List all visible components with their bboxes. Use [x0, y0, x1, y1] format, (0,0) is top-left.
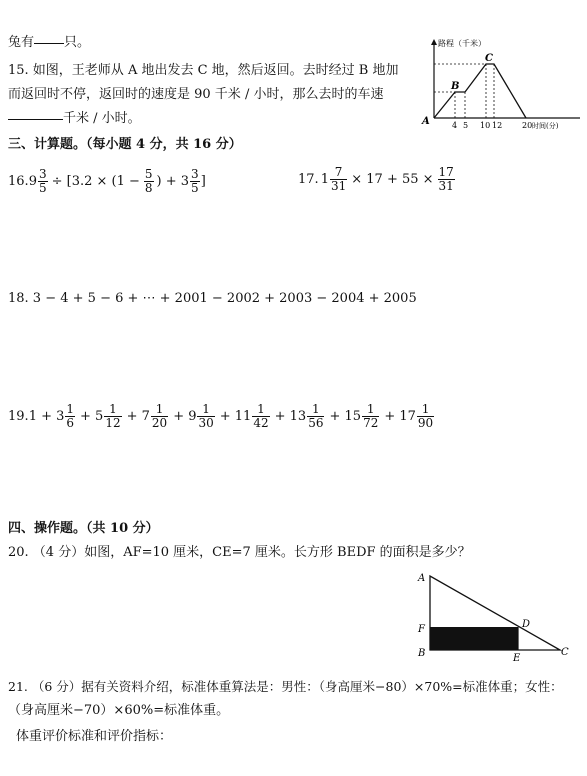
- label-a: A: [418, 573, 426, 584]
- q15-line1: 15. 如图，王老师从 A 地出发去 C 地，然后返回。去时经过 B 地加: [8, 63, 399, 78]
- frac-denominator: 30: [198, 416, 214, 430]
- q16-frac-1: [38, 168, 48, 195]
- q19-frac: [65, 403, 75, 430]
- frac-numerator: 3: [38, 167, 47, 181]
- frac-numerator: 1: [307, 403, 324, 417]
- frac-denominator: 72: [363, 416, 379, 430]
- graph-path: [434, 64, 526, 118]
- graph-tick-4: 4: [452, 121, 458, 130]
- frac-denominator: 5: [38, 181, 47, 195]
- frac-denominator: 31: [438, 179, 454, 193]
- q19-term-prefix: + 15: [329, 409, 362, 424]
- frac-denominator: 31: [330, 179, 347, 193]
- frac-denominator: 90: [417, 416, 434, 430]
- q16-whole-1: 9: [28, 174, 37, 189]
- q16-operator-2: ) + 3: [156, 174, 190, 189]
- q17-whole-1: 1: [320, 172, 329, 187]
- label-e: E: [513, 653, 521, 664]
- label-d: D: [522, 619, 531, 630]
- q17-frac-2: [438, 166, 455, 193]
- q19-frac: [151, 403, 168, 430]
- graph-y-label: 路程（千米）: [438, 39, 486, 48]
- q17-expression: [298, 166, 456, 193]
- q16-close-bracket: ]: [200, 174, 206, 189]
- frac-denominator: 6: [66, 416, 75, 430]
- graph-x-label: 时间(分): [532, 122, 559, 130]
- frac-denominator: 56: [308, 416, 324, 430]
- frac-denominator: 12: [105, 416, 121, 430]
- q17-number: 17.: [298, 172, 319, 187]
- q21-line2: （身高厘米−70）×60%=标准体重。: [8, 703, 230, 718]
- q19-term-prefix: 1 + 3: [28, 409, 65, 424]
- q19-frac: [307, 403, 324, 430]
- frac-numerator: 1: [252, 403, 269, 417]
- frac-denominator: 8: [144, 181, 153, 195]
- q14-tail: [8, 34, 90, 52]
- q19-term-prefix: + 9: [173, 409, 197, 424]
- q19-term-prefix: + 17: [384, 409, 416, 424]
- q15-distance-time-graph: [418, 36, 583, 132]
- rectangle-bedf: [430, 627, 518, 650]
- q16-frac-3: [190, 168, 200, 195]
- q21-line1: 21. （6 分）据有关资料介绍，标准体重算法是：男性：（身高厘米−80）×70%=标准体重；女性：: [8, 679, 563, 694]
- graph-tick-5: 5: [463, 121, 469, 130]
- q19-term-prefix: + 7: [126, 409, 150, 424]
- graph-y-arrow: [431, 39, 437, 45]
- label-f: F: [418, 624, 425, 635]
- q19-frac: [417, 403, 434, 430]
- frac-numerator: 1: [417, 403, 434, 417]
- frac-denominator: 5: [191, 181, 199, 195]
- q17-frac-1: [330, 166, 347, 193]
- q19-frac: [252, 403, 269, 430]
- q15-line2: 而返回时不停，返回时的速度是 90 千米 / 小时，那么去时的车速: [8, 87, 384, 102]
- graph-point-b: B: [451, 81, 460, 92]
- q15-unit-text: 千米 / 小时。: [63, 111, 141, 126]
- section3-title: 三、计算题。（每小题 4 分，共 16 分）: [8, 137, 242, 152]
- q14-text-before: 兔有: [8, 35, 35, 50]
- frac-numerator: 1: [151, 403, 168, 417]
- q19-frac: [362, 403, 379, 430]
- q15-answer-blank[interactable]: [8, 119, 63, 120]
- frac-denominator: 42: [253, 416, 269, 430]
- q16-expression: [8, 168, 206, 195]
- label-b: B: [418, 648, 426, 659]
- q14-answer-blank[interactable]: [34, 43, 64, 44]
- frac-numerator: 1: [197, 403, 214, 417]
- q19-number: 19.: [8, 409, 29, 424]
- q20-triangle-figure: [412, 568, 574, 664]
- q14-text-after: 只。: [64, 35, 91, 50]
- q20-text: 20. （4 分）如图，AF=10 厘米，CE=7 厘米。长方形 BEDF 的面积是多少？: [8, 545, 471, 560]
- graph-point-a: A: [422, 116, 430, 127]
- q16-operator-1: ÷ [3.2 × (1 −: [51, 174, 140, 189]
- frac-numerator: 17: [438, 165, 454, 179]
- q17-operator: × 17 + 55 ×: [351, 172, 434, 187]
- q19-term-prefix: + 13: [274, 409, 307, 424]
- frac-numerator: 1: [104, 403, 121, 417]
- frac-numerator: 3: [191, 167, 199, 181]
- graph-tick-12: 12: [492, 121, 503, 130]
- q19-expression: [8, 403, 435, 430]
- frac-denominator: 20: [151, 416, 168, 430]
- label-c: C: [561, 647, 569, 658]
- graph-tick-20: 20: [522, 121, 533, 130]
- q16-frac-2: [144, 168, 154, 195]
- q18-expression: 18. 3 − 4 + 5 − 6 + ⋯ + 2001 − 2002 + 2003 − 2004 + 2005: [8, 291, 417, 306]
- frac-numerator: 1: [362, 403, 379, 417]
- q19-term-prefix: + 5: [80, 409, 104, 424]
- graph-tick-10: 10: [480, 121, 491, 130]
- q15-line3: [8, 110, 141, 128]
- q19-frac: [104, 403, 121, 430]
- q16-number: 16.: [8, 174, 29, 189]
- frac-numerator: 7: [330, 166, 347, 180]
- q19-frac: [197, 403, 214, 430]
- q21-line3: 体重评价标准和评价指标：: [16, 729, 173, 744]
- graph-point-c: C: [485, 53, 493, 64]
- frac-numerator: 5: [144, 167, 153, 181]
- q19-term-prefix: + 11: [219, 409, 252, 424]
- section4-title: 四、操作题。（共 10 分）: [8, 521, 159, 536]
- frac-numerator: 1: [66, 402, 75, 416]
